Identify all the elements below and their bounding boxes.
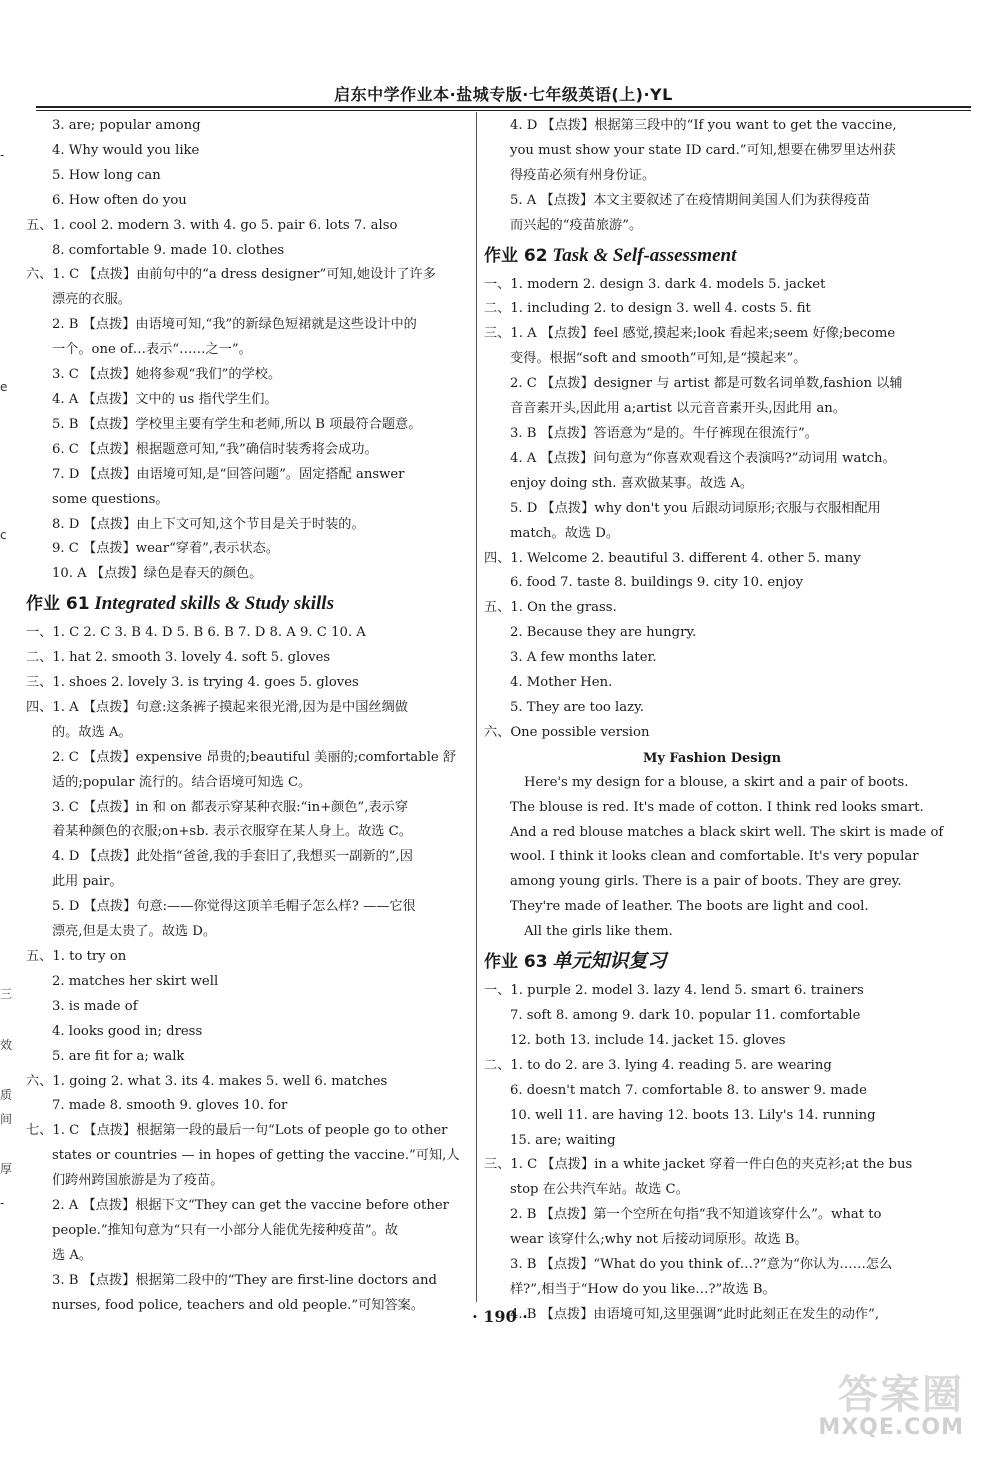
page-number: · 190 · (472, 1307, 528, 1326)
section-heading (26, 587, 472, 621)
answer-line: 2. matches her skirt well (52, 973, 219, 989)
answer-line: 9. C 【点拨】wear“穿着”,表示状态。 (52, 541, 280, 557)
answer-line: 3. are; popular among (52, 118, 201, 133)
answer-line: 2. C 【点拨】designer 与 artist 都是可数名词单数,fashion 以辅 (510, 376, 903, 392)
answer-line: you must show your state ID card.”可知,想要在佛罗里达州获 (510, 142, 896, 158)
answer-line: 6. food 7. taste 8. buildings 9. city 10. enjoy (510, 575, 804, 591)
edge-mark: 间 (0, 1112, 13, 1126)
answer-line: 二、1. hat 2. smooth 3. lovely 4. soft 5. gloves (26, 650, 331, 666)
essay-line: among young girls. There is a pair of boots. They are grey. (510, 874, 902, 890)
essay-line: wool. I think it looks clean and comfortable. It's very popular (510, 849, 919, 865)
answer-line: 12. both 13. include 14. jacket 15. gloves (510, 1032, 786, 1048)
answer-line: states or countries — in hopes of getting the vaccine.”可知,人 (52, 1148, 460, 1164)
answer-line: 选 A。 (52, 1247, 93, 1263)
watermark-sub: MXQE.COM (818, 1415, 964, 1440)
answer-line: 7. made 8. smooth 9. gloves 10. for (52, 1098, 288, 1114)
answer-line: 六、1. going 2. what 3. its 4. makes 5. well 6. matches (26, 1073, 388, 1089)
answer-line: 8. D 【点拨】由上下文可知,这个节目是关于时装的。 (52, 516, 365, 532)
section-number: 作业 62 (484, 245, 548, 266)
answer-line: 变得。根据“soft and smooth”可知,是“摸起来”。 (510, 351, 807, 367)
answer-line: 二、1. including 2. to design 3. well 4. costs 5. fit (484, 301, 811, 317)
answer-line: nurses, food police, teachers and old people.”可知答案。 (52, 1297, 425, 1313)
essay-title: My Fashion Design (642, 750, 782, 766)
answer-line: 5. D 【点拨】句意:——你觉得这顶羊毛帽子怎么样? ——它很 (52, 899, 416, 915)
answer-line: 4. A 【点拨】文中的 us 指代学生们。 (52, 391, 278, 407)
answer-line: 4. D 【点拨】根据第三段中的“If you want to get the vaccine, (510, 118, 897, 133)
edge-mark: - (0, 148, 5, 162)
answer-line: 3. B 【点拨】“What do you think of…?”意为“你认为……怎么 (510, 1257, 893, 1273)
answer-line: 3. C 【点拨】她将参观“我们”的学校。 (52, 367, 282, 383)
answer-line: 5. B 【点拨】学校里主要有学生和老师,所以 B 项最符合题意。 (52, 416, 422, 432)
answer-line: 2. C 【点拨】expensive 昂贵的;beautiful 美丽的;comfortable 舒 (52, 749, 457, 765)
section-number: 作业 61 (26, 594, 90, 615)
watermark-logo (804, 1363, 964, 1449)
section-title: Integrated skills & Study skills (94, 593, 334, 615)
section-heading (484, 945, 940, 979)
answer-line: 2. Because they are hungry. (510, 625, 697, 641)
essay-line: They're made of leather. The boots are light and cool. (510, 899, 869, 915)
answer-line: 7. soft 8. among 9. dark 10. popular 11. comfortable (510, 1008, 861, 1023)
column-divider (476, 112, 477, 1302)
section-title: Task & Self-assessment (552, 244, 737, 266)
edge-mark: 效 (0, 1038, 13, 1052)
answer-line: 8. comfortable 9. made 10. clothes (52, 242, 285, 258)
answer-line: 三、1. C 【点拨】in a white jacket 穿着一件白色的夹克衫;at the bus (484, 1157, 913, 1173)
section-title: 单元知识复习 (552, 951, 667, 973)
edge-mark: ᴄ (0, 528, 7, 542)
answer-line: 一、1. C 2. C 3. B 4. D 5. B 6. B 7. D 8. A 9. C 10. A (26, 625, 366, 641)
edge-mark: e (0, 380, 8, 394)
answer-line: 6. C 【点拨】根据题意可知,“我”确信时装秀将会成功。 (52, 441, 378, 457)
answer-line: 适的;popular 流行的。结合语境可知选 C。 (52, 774, 312, 790)
answer-line: 一、1. modern 2. design 3. dark 4. models 5. jacket (484, 276, 826, 292)
answer-line: 3. B 【点拨】根据第二段中的“They are first-line doctors and (52, 1272, 437, 1288)
essay-line: All the girls like them. (524, 924, 673, 940)
answer-line: 4. A 【点拨】问句意为“你喜欢观看这个表演吗?”动词用 watch。 (510, 450, 896, 466)
right-column (484, 114, 944, 1328)
answer-line: 而兴起的“疫苗旅游”。 (510, 217, 643, 233)
answer-line: 10. A 【点拨】绿色是春天的颜色。 (52, 566, 263, 582)
watermark-main: 答案圈 (838, 1372, 964, 1418)
answer-line: 六、One possible version (484, 724, 650, 740)
answer-line: 得疫苗必须有州身份证。 (510, 167, 656, 183)
answer-line: some questions。 (52, 491, 169, 507)
answer-line: 七、1. C 【点拨】根据第一段的最后一句“Lots of people go to other (26, 1123, 448, 1139)
answer-line: 4. D 【点拨】此处指“爸爸,我的手套旧了,我想买一副新的”,因 (52, 849, 413, 865)
answer-line: wear 该穿什么;why not 后接动词原形。故选 B。 (510, 1232, 808, 1248)
answer-line: 2. B 【点拨】第一个空所在句指“我不知道该穿什么”。what to (510, 1207, 882, 1223)
edge-mark: 三 (0, 987, 13, 1001)
answer-line: 3. C 【点拨】in 和 on 都表示穿某种衣服:“in+颜色”,表示穿 (52, 799, 409, 815)
answer-line: 4. looks good in; dress (52, 1023, 203, 1039)
answer-line: 3. A few months later. (510, 650, 657, 666)
answer-line: 的。故选 A。 (52, 724, 132, 740)
left-column (26, 114, 472, 1319)
page-header: 启东中学作业本·盐城专版·七年级英语(上)·YL (334, 85, 673, 104)
answer-line: 漂亮,但是太贵了。故选 D。 (52, 924, 217, 940)
edge-mark: - (0, 1196, 5, 1210)
answer-line: 五、1. to try on (26, 949, 127, 964)
answer-line: 着某种颜色的衣服;on+sb. 表示衣服穿在某人身上。故选 C。 (52, 824, 412, 840)
answer-line: 音音素开头,因此用 a;artist 以元音音素开头,因此用 an。 (510, 401, 846, 417)
section-number: 作业 63 (484, 952, 548, 973)
answer-line: 此用 pair。 (52, 874, 123, 890)
answer-line: match。故选 D。 (510, 525, 620, 541)
section-heading (484, 239, 940, 273)
answer-line: 三、1. A 【点拨】feel 感觉,摸起来;look 看起来;seem 好像;become (484, 326, 896, 342)
answer-line: 4. Why would you like (52, 142, 200, 158)
edge-mark: 质 (0, 1088, 13, 1102)
answer-line: 7. D 【点拨】由语境可知,是“回答问题”。固定搭配 answer (52, 466, 405, 482)
answer-line: 4. Mother Hen. (510, 675, 613, 691)
answer-line: 2. A 【点拨】根据下文“They can get the vaccine before other (52, 1198, 449, 1214)
edge-mark: 厚 (0, 1162, 13, 1176)
answer-line: 5. A 【点拨】本文主要叙述了在疫情期间美国人们为获得疫苗 (510, 192, 871, 208)
answer-line: 4. B 【点拨】由语境可知,这里强调“此时此刻正在发生的动作”, (510, 1306, 880, 1322)
answer-line: stop 在公共汽车站。故选 C。 (510, 1182, 689, 1198)
answer-line: 六、1. C 【点拨】由前句中的“a dress designer”可知,她设计了许多 (26, 267, 436, 283)
answer-line: 5. are fit for a; walk (52, 1048, 185, 1064)
answer-line: 四、1. Welcome 2. beautiful 3. different 4. other 5. many (484, 550, 861, 566)
answer-line: 四、1. A 【点拨】句意:这条裤子摸起来很光滑,因为是中国丝绸做 (26, 699, 408, 715)
answer-line: 漂亮的衣服。 (52, 292, 132, 308)
essay-line: And a red blouse matches a black skirt well. The skirt is made of (510, 824, 944, 840)
answer-line: 2. B 【点拨】由语境可知,“我”的新绿色短裙就是这些设计中的 (52, 317, 417, 333)
answer-line: 们跨州跨国旅游是为了疫苗。 (52, 1173, 224, 1189)
answer-line: 三、1. shoes 2. lovely 3. is trying 4. goes 5. gloves (26, 675, 359, 691)
answer-line: 样?”,相当于“How do you like…?”故选 B。 (510, 1281, 776, 1297)
answer-line: 5. D 【点拨】why don't you 后跟动词原形;衣服与衣服相配用 (510, 500, 881, 516)
answer-line: 6. doesn't match 7. comfortable 8. to answer 9. made (510, 1082, 867, 1098)
answer-line: 一个。one of…表示“……之一”。 (52, 342, 252, 358)
answer-line: 二、1. to do 2. are 3. lying 4. reading 5. are wearing (484, 1057, 832, 1073)
answer-line: 5. They are too lazy. (510, 699, 644, 715)
answer-line: people.”推知句意为“只有一小部分人能优先接种疫苗”。故 (52, 1222, 399, 1238)
answer-line: 五、1. On the grass. (484, 600, 617, 616)
answer-line: 5. How long can (52, 167, 161, 183)
answer-line: 6. How often do you (52, 192, 187, 208)
answer-line: 3. is made of (52, 998, 138, 1014)
header-rule (36, 106, 971, 111)
answer-line: enjoy doing sth. 喜欢做某事。故选 A。 (510, 475, 754, 491)
answer-line: 10. well 11. are having 12. boots 13. Lily's 14. running (510, 1107, 876, 1123)
answer-line: 15. are; waiting (510, 1132, 616, 1148)
essay-line: Here's my design for a blouse, a skirt and a pair of boots. (524, 774, 909, 790)
essay-line: The blouse is red. It's made of cotton. I think red looks smart. (510, 799, 924, 815)
answer-line: 五、1. cool 2. modern 3. with 4. go 5. pair 6. lots 7. also (26, 217, 398, 233)
answer-line: 3. B 【点拨】答语意为“是的。牛仔裤现在很流行”。 (510, 425, 818, 441)
answer-line: 一、1. purple 2. model 3. lazy 4. lend 5. smart 6. trainers (484, 983, 864, 999)
